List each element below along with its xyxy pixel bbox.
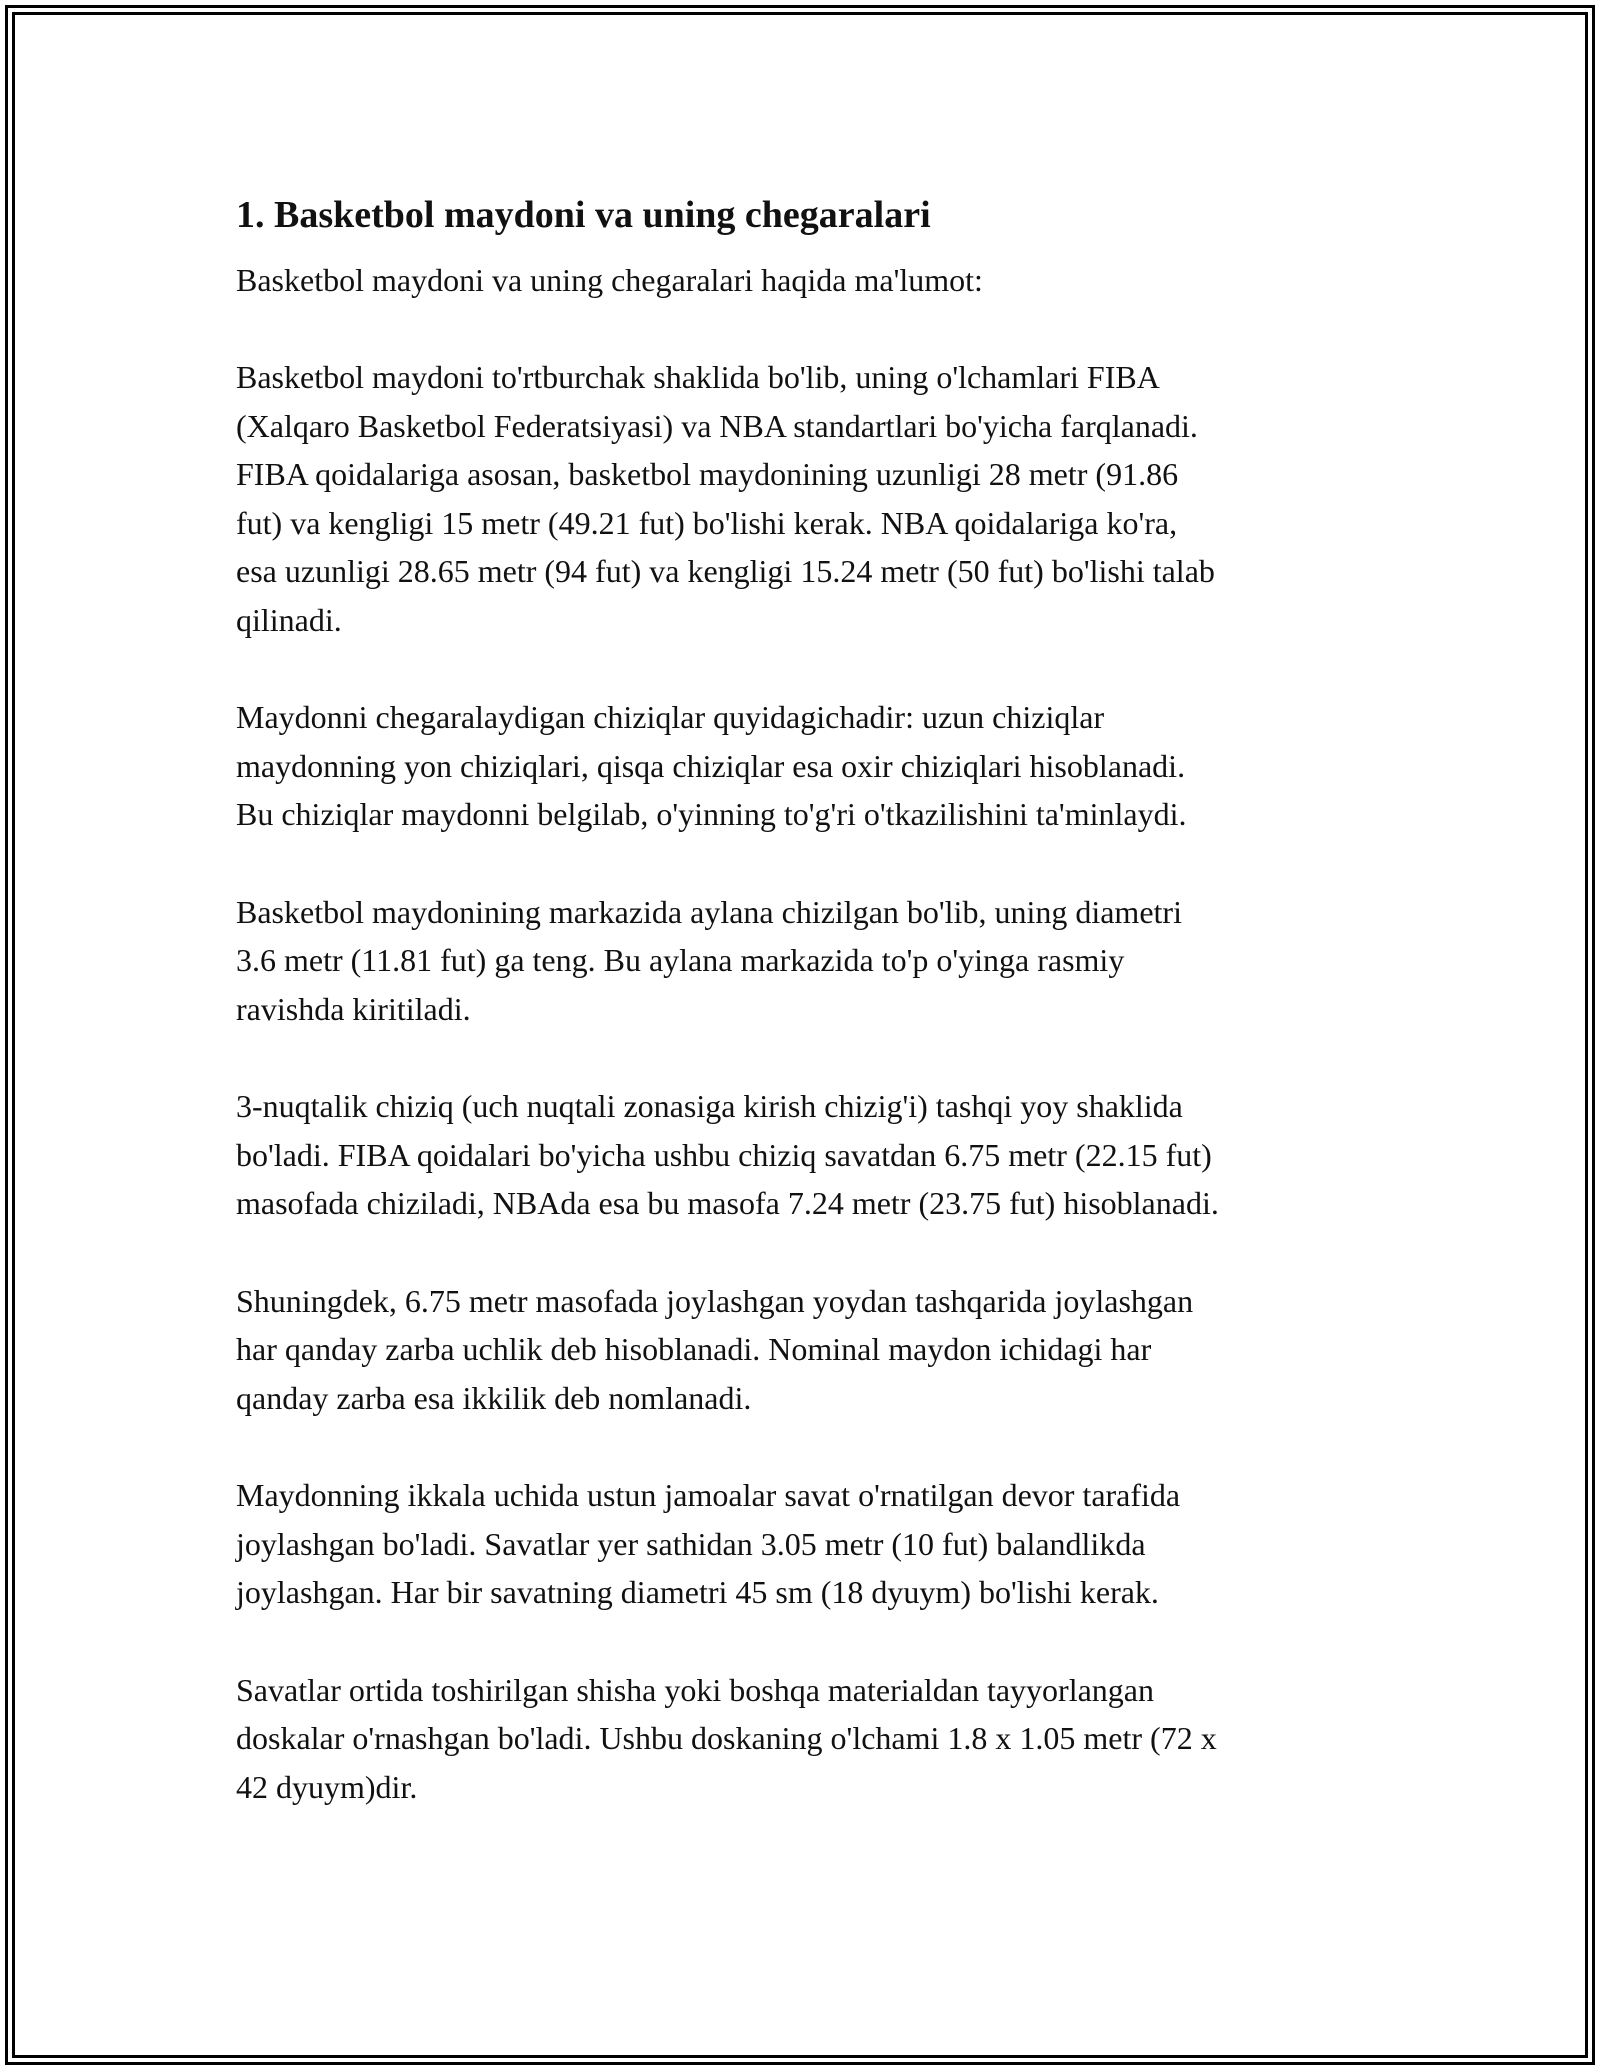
paragraph-baskets: Maydonning ikkala uchida ustun jamoalar savat o'rnatilgan devor tarafida joylashgan bo'ladi. Savatlar yer sathidan 3.05 metr (10 fut) balandlikda joylashgan. Har bir savatning diametri 45 sm (18 dyuym) bo'lishi kerak.	[236, 1477, 1181, 1610]
document-body	[236, 188, 1366, 1860]
section-heading: 1. Basketbol maydoni va uning chegaralari	[236, 194, 931, 236]
paragraph-court-dimensions: Basketbol maydoni to'rtburchak shaklida bo'lib, uning o'lchamlari FIBA (Xalqaro Basketbol Federatsiyasi) va NBA standartlari bo'yicha farqlanadi. FIBA qoidalariga asosan, basketbol maydonining uzunligi 28 metr (91.86 fut) va kengligi 15 metr (49.21 fut) bo'lishi kerak. NBA qoidalariga ko'ra, esa uzunligi 28.65 metr (94 fut) va kengligi 15.24 metr (50 fut) bo'lishi talab qilinadi.	[236, 359, 1215, 638]
paragraph-three-point-line: 3-nuqtalik chiziq (uch nuqtali zonasiga kirish chizig'i) tashqi yoy shaklida bo'ladi. FIBA qoidalari bo'yicha ushbu chiziq savatdan 6.75 metr (22.15 fut) masofada chiziladi, NBAda esa bu masofa 7.24 metr (23.75 fut) hisoblanadi.	[236, 1088, 1219, 1221]
paragraph-backboards: Savatlar ortida toshirilgan shisha yoki boshqa materialdan tayyorlangan doskalar o'rnashgan bo'ladi. Ushbu doskaning o'lchami 1.8 x 1.05 metr (72 x 42 dyuym)dir.	[236, 1671, 1217, 1805]
paragraph-boundary-lines: Maydonni chegaralaydigan chiziqlar quyidagichadir: uzun chiziqlar maydonning yon chiziqlari, qisqa chiziqlar esa oxir chiziqlari hisoblanadi. Bu chiziqlar maydonni belgilab, o'yinning to'g'ri o'tkazilishini ta'minlaydi.	[236, 699, 1187, 832]
paragraph-center-circle: Basketbol maydonining markazida aylana chizilgan bo'lib, uning diametri 3.6 metr (11.81 fut) ga teng. Bu aylana markazida to'p o'yinga rasmiy ravishda kiritiladi.	[236, 893, 1182, 1027]
intro-line: Basketbol maydoni va uning chegaralari haqida ma'lumot:	[236, 262, 983, 298]
paragraph-shot-values: Shuningdek, 6.75 metr masofada joylashgan yoydan tashqarida joylashgan har qanday zarba uchlik deb hisoblanadi. Nominal maydon ichidagi har qanday zarba esa ikkilik deb nomlanadi.	[236, 1282, 1194, 1416]
